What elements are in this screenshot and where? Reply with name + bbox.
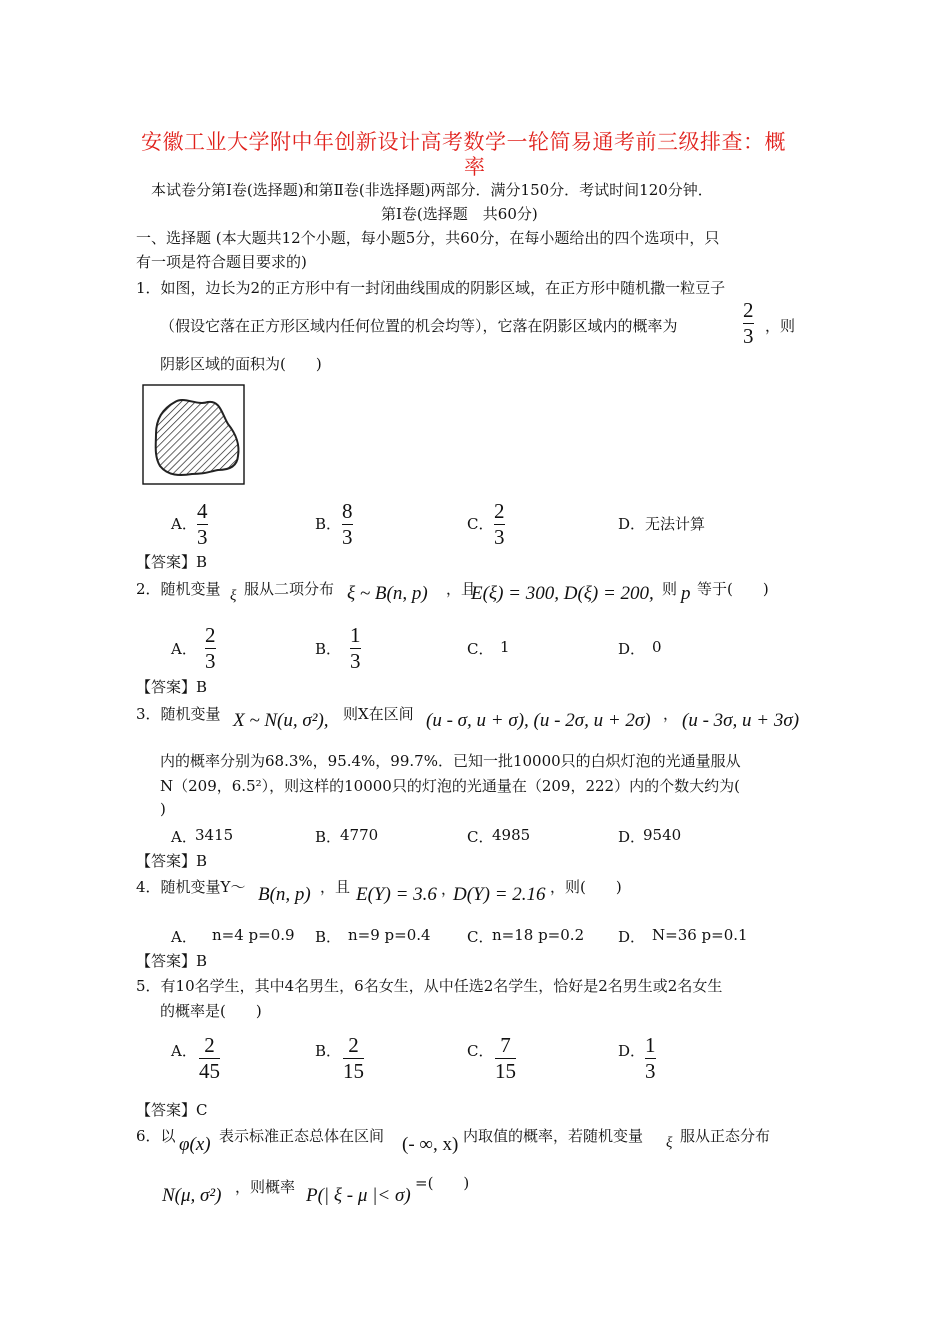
q5-option-d-label: D．	[618, 1042, 646, 1060]
q4-text-1: 4．随机变量Y～	[136, 878, 246, 896]
q5-option-b	[343, 1034, 364, 1083]
q4-option-d-label: D．	[618, 928, 646, 946]
q4-option-d: N=36 p=0.1	[652, 926, 748, 944]
q1-line2: （假设它落在正方形区域内任何位置的机会均等），它落在阴影区域内的概率为	[160, 317, 678, 335]
q3-text-2: 则X在区间	[343, 705, 414, 723]
instructions-line1: 一、选择题 (本大题共12个小题，每小题5分，共60分，在每小题给出的四个选项中，只	[136, 229, 720, 247]
q6-xi: ξ	[666, 1135, 673, 1151]
q1-option-b	[342, 500, 353, 549]
q2-p: p	[681, 583, 691, 604]
q2-option-a	[205, 624, 216, 673]
q4-option-c-label: C．	[467, 928, 494, 946]
q6-text-2: 表示标准正态总体在区间	[219, 1127, 385, 1145]
q1-option-a-num: 4	[197, 499, 208, 523]
q3-separator: ，	[663, 705, 679, 723]
q2-option-c-label: C．	[467, 640, 494, 658]
q3-intervals: (u - σ, u + σ), (u - 2σ, u + 2σ)	[426, 710, 651, 731]
q2-option-a-den: 3	[205, 649, 216, 673]
q5-option-b-num: 2	[348, 1033, 359, 1057]
q4-text-2: ，且	[320, 878, 351, 896]
page-title-continued: 率	[464, 155, 486, 179]
q1-option-c-den: 3	[494, 525, 505, 549]
q2-text-2: 服从二项分布	[244, 580, 335, 598]
q5-option-a-num: 2	[204, 1033, 215, 1057]
q5-option-c-num: 7	[500, 1033, 511, 1057]
q5-answer: 【答案】C	[136, 1101, 208, 1119]
q4-option-a: n=4 p=0.9	[212, 926, 295, 944]
q1-fraction-num: 2	[743, 298, 754, 322]
q2-option-a-num: 2	[205, 623, 216, 647]
q2-text-1: 2．随机变量	[136, 580, 221, 598]
q5-option-b-den: 15	[343, 1059, 364, 1083]
q1-option-a-label: A．	[171, 515, 197, 533]
q2-text-5: 等于( )	[697, 580, 769, 598]
q2-distribution: ξ ~ B(n, p)	[347, 583, 428, 604]
q3-interval-3: (u - 3σ, u + 3σ)	[682, 710, 800, 731]
q6-probability: P(| ξ - μ |< σ)	[306, 1185, 411, 1206]
q6-text-1: 6．以	[136, 1127, 176, 1145]
q4-separator: ，	[441, 880, 457, 898]
q4-option-a-label: A．	[171, 928, 197, 946]
q5-option-c	[495, 1034, 516, 1083]
q3-option-a: 3415	[195, 826, 234, 844]
shaded-region-figure	[142, 384, 245, 485]
q1-answer: 【答案】B	[136, 553, 208, 571]
q4-text-3: ，则( )	[550, 878, 622, 896]
q3-line4: )	[160, 800, 166, 818]
q2-option-d: 0	[652, 638, 662, 656]
q1-line1: 1．如图，边长为2的正方形中有一封闭曲线围成的阴影区域，在正方形中随机撒一粒豆子	[136, 279, 726, 297]
q5-option-a-label: A．	[171, 1042, 197, 1060]
q5-option-c-den: 15	[495, 1059, 516, 1083]
q2-answer: 【答案】B	[136, 678, 208, 696]
q1-fraction	[743, 299, 754, 348]
q3-text-1: 3．随机变量	[136, 705, 221, 723]
q1-fraction-den: 3	[743, 324, 754, 348]
q2-expression: E(ξ) = 300, D(ξ) = 200,	[471, 583, 654, 604]
q3-option-b-label: B．	[315, 828, 342, 846]
q4-option-c: n=18 p=0.2	[492, 926, 585, 944]
q2-option-b-den: 3	[350, 649, 361, 673]
q5-line1: 5．有10名学生，其中4名男生，6名女生，从中任选2名学生，恰好是2名男生或2名女生	[136, 977, 723, 995]
q4-option-b: n=9 p=0.4	[348, 926, 431, 944]
q1-option-b-num: 8	[342, 499, 353, 523]
q1-option-d-label: D．	[618, 515, 646, 533]
q5-option-d-num: 1	[645, 1033, 656, 1057]
q6-text-5: ，则概率	[235, 1178, 296, 1196]
section-title: 第Ⅰ卷(选择题 共60分)	[381, 205, 538, 223]
q3-line3: N（209，6.5²），则这样的10000只的灯泡的光通量在（209，222）内的个数大约为(	[160, 777, 740, 795]
q4-variance: D(Y) = 2.16	[453, 884, 546, 905]
q5-option-d-den: 3	[645, 1059, 656, 1083]
q6-text-3: 内取值的概率，若随机变量	[463, 1127, 644, 1145]
q1-option-c	[494, 500, 505, 549]
q2-option-b	[350, 624, 361, 673]
q1-option-c-label: C．	[467, 515, 494, 533]
q5-option-d	[645, 1034, 656, 1083]
q5-line2: 的概率是( )	[160, 1002, 262, 1020]
q4-option-b-label: B．	[315, 928, 342, 946]
q2-option-b-label: B．	[315, 640, 342, 658]
q2-option-c: 1	[500, 638, 510, 656]
q5-option-a	[199, 1034, 220, 1083]
q1-option-c-num: 2	[494, 499, 505, 523]
q6-phi: φ(x)	[179, 1134, 211, 1155]
q1-option-b-label: B．	[315, 515, 342, 533]
q2-option-b-num: 1	[350, 623, 361, 647]
q1-option-b-den: 3	[342, 525, 353, 549]
q3-option-d: 9540	[643, 826, 682, 844]
q2-option-a-label: A．	[171, 640, 197, 658]
q4-distribution: B(n, p)	[258, 884, 311, 905]
q2-option-d-label: D．	[618, 640, 646, 658]
q3-option-a-label: A．	[171, 828, 197, 846]
q3-answer: 【答案】B	[136, 852, 208, 870]
q2-text-3: ，且	[446, 580, 477, 598]
q4-answer: 【答案】B	[136, 952, 208, 970]
intro-text: 本试卷分第Ⅰ卷(选择题)和第Ⅱ卷(非选择题)两部分．满分150分．考试时间120分钟．	[151, 181, 713, 199]
q4-expectation: E(Y) = 3.6	[356, 884, 437, 905]
q2-text-4: 则	[662, 580, 678, 598]
q1-option-d: 无法计算	[645, 515, 706, 533]
q3-line2: 内的概率分别为68.3%，95.4%，99.7%．已知一批10000只的白炽灯泡的光通量服从	[160, 752, 741, 770]
instructions-line2: 有一项是符合题目要求的)	[136, 253, 307, 271]
q5-option-b-label: B．	[315, 1042, 342, 1060]
q1-line3: 阴影区域的面积为( )	[160, 355, 322, 373]
q6-interval: (- ∞, x)	[402, 1134, 459, 1155]
q1-option-a	[197, 500, 208, 549]
q2-xi: ξ	[230, 588, 237, 604]
q6-text-6: =( )	[415, 1174, 470, 1192]
q5-option-a-den: 45	[199, 1059, 220, 1083]
q3-option-b: 4770	[340, 826, 379, 844]
q3-distribution: X ~ N(u, σ²),	[233, 710, 329, 731]
q6-text-4: 服从正态分布	[680, 1127, 771, 1145]
q5-option-c-label: C．	[467, 1042, 494, 1060]
q1-option-a-den: 3	[197, 525, 208, 549]
q6-distribution: N(μ, σ²)	[162, 1185, 222, 1206]
q3-option-c: 4985	[492, 826, 531, 844]
q1-line2-end: ，则	[765, 317, 796, 335]
page-title: 安徽工业大学附中年创新设计高考数学一轮简易通考前三级排查：概	[141, 130, 786, 154]
q3-option-d-label: D．	[618, 828, 646, 846]
q3-option-c-label: C．	[467, 828, 494, 846]
